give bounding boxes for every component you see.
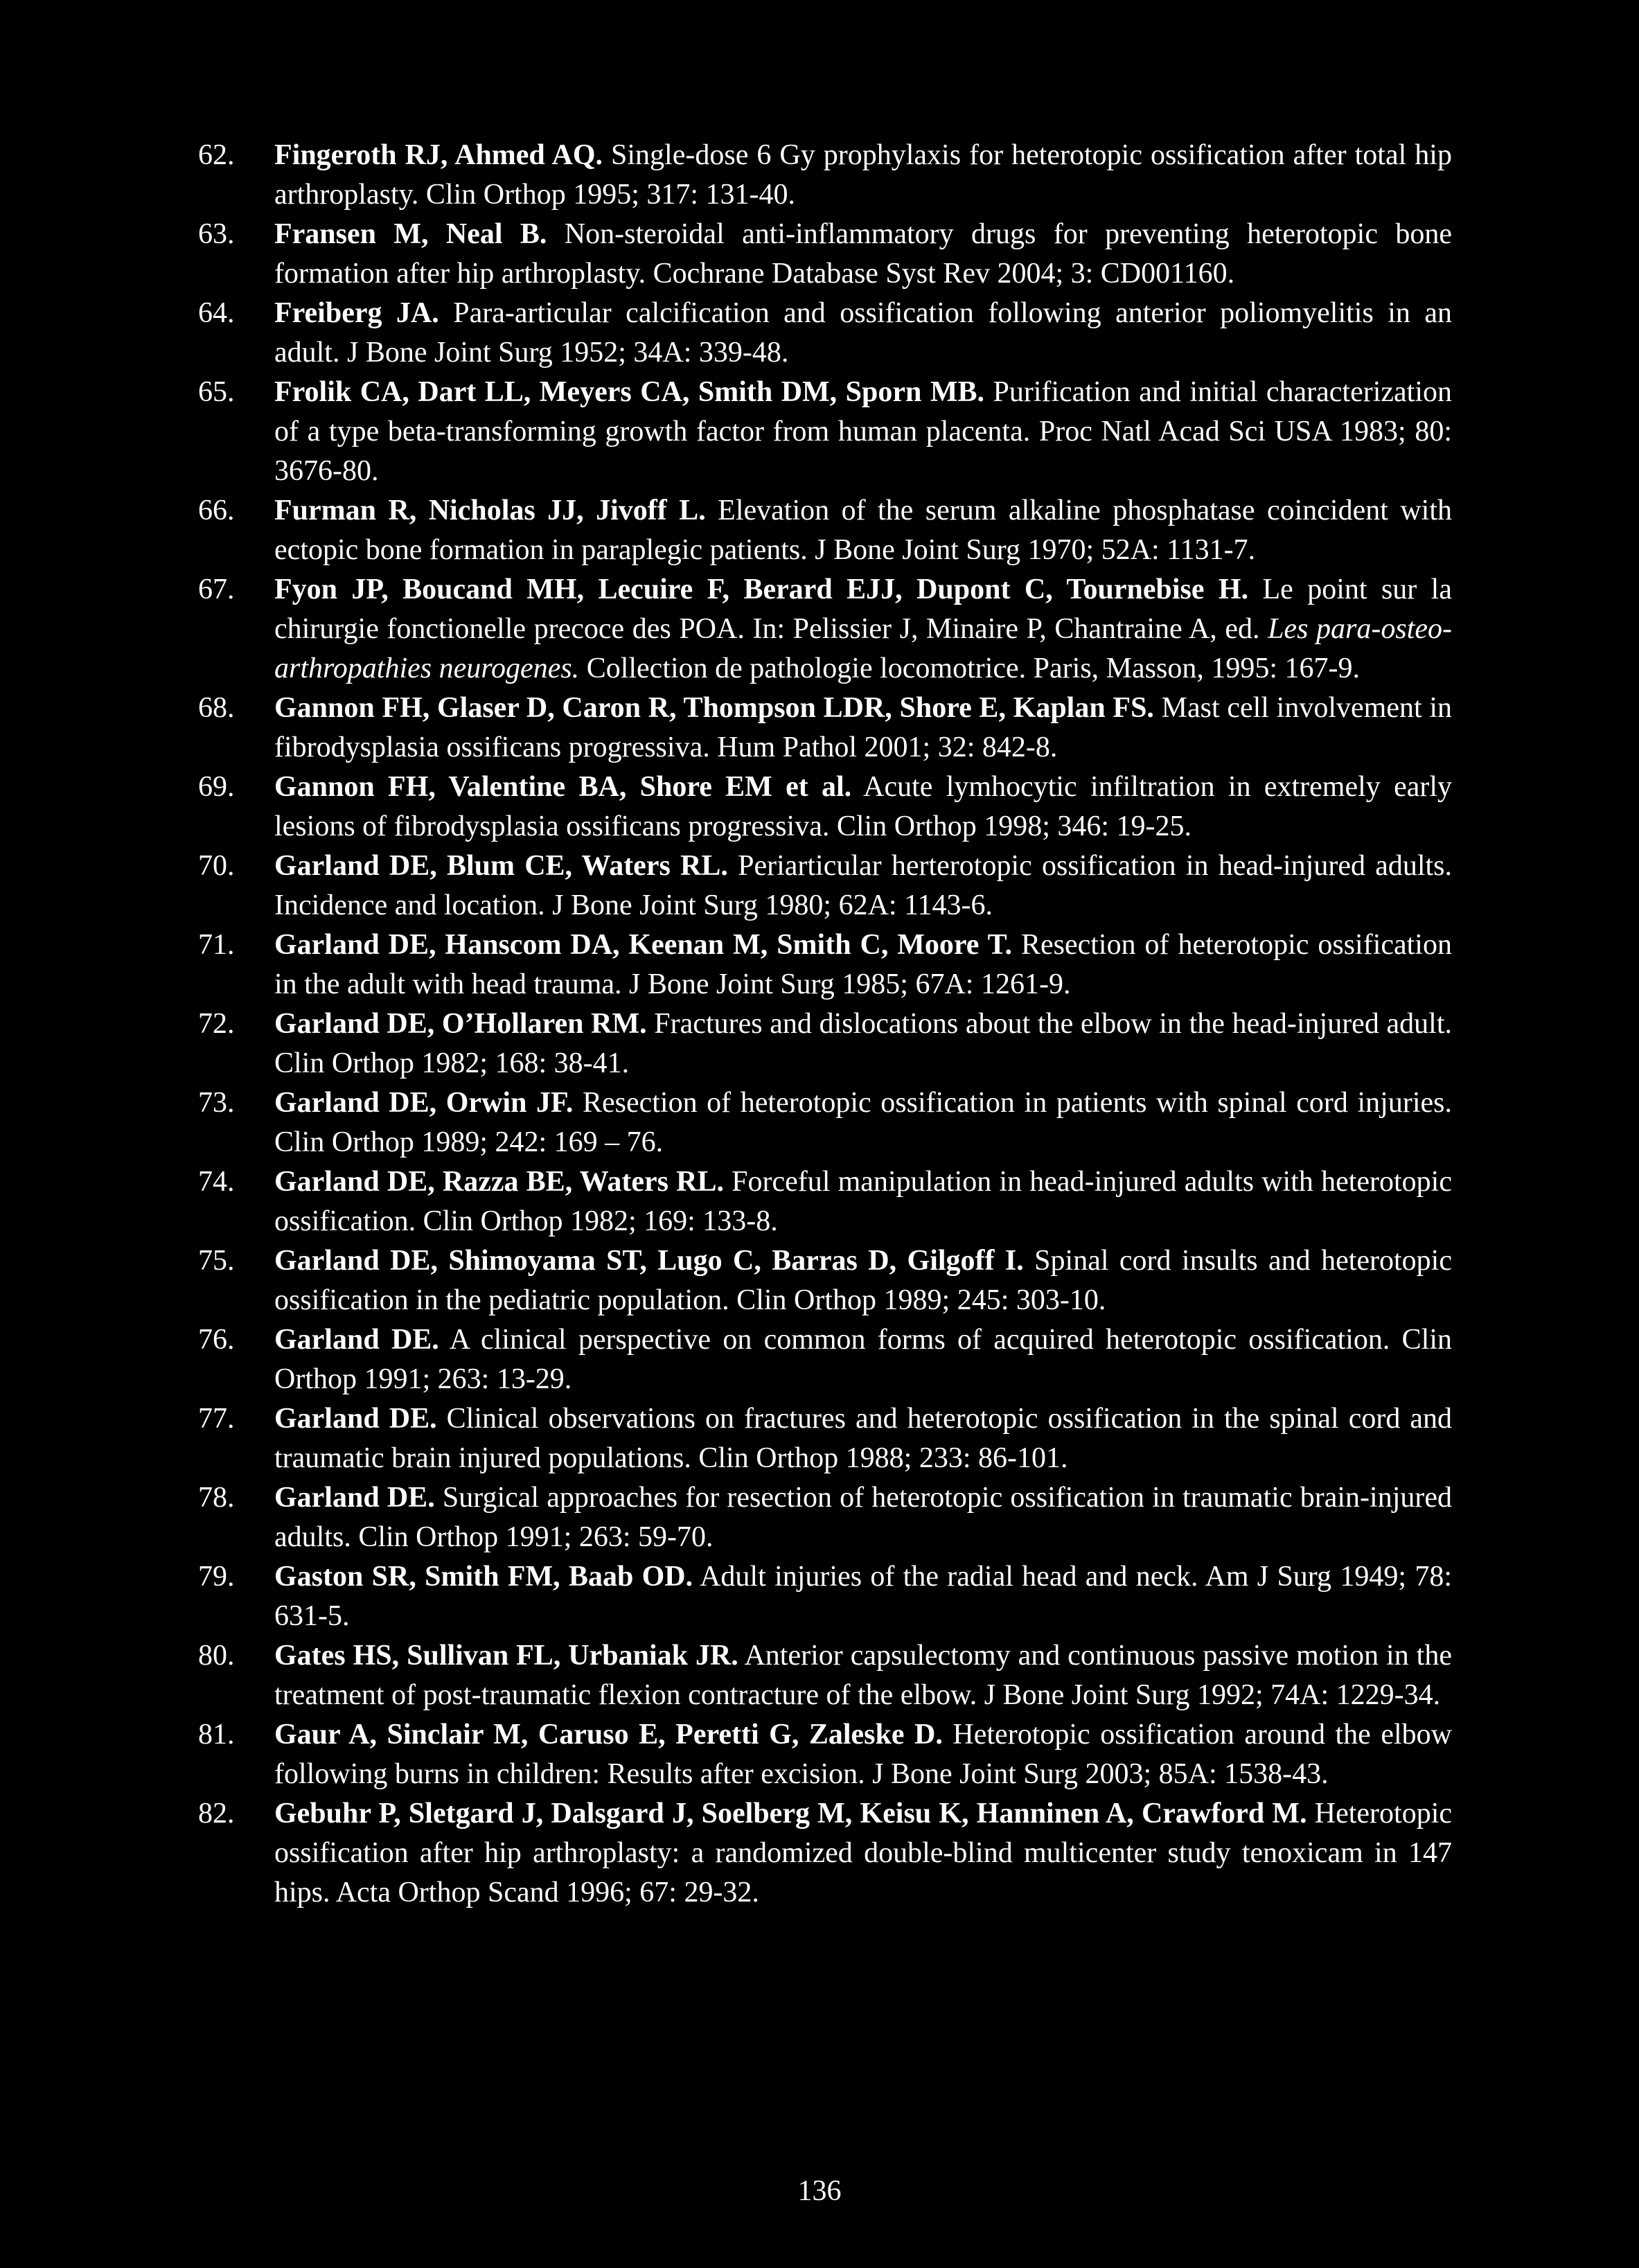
reference-authors: Garland DE, O’Hollaren RM. [274,1008,647,1040]
reference-text: Resection of heterotopic ossification in the adult with head trauma. J Bone Joint Surg 1985; 67A: 1261-9. [274,929,1452,1000]
reference-authors: Garland DE, Shimoyama ST, Lugo C, Barras D, Gilgoff I. [274,1245,1024,1277]
reference-authors: Gaur A, Sinclair M, Caruso E, Peretti G, Zaleske D. [274,1719,943,1751]
reference-number: 63. [198,218,235,250]
reference-number: 78. [198,1482,235,1514]
reference-authors: Garland DE. [274,1403,437,1435]
reference-number: 62. [198,139,235,171]
reference-78 [198,1478,1452,1557]
reference-number: 76. [198,1324,235,1356]
reference-67 [198,570,1452,689]
reference-list [198,136,1452,1913]
reference-number: 82. [198,1798,235,1830]
reference-64 [198,294,1452,373]
reference-number: 79. [198,1561,235,1593]
reference-text: Clinical observations on fractures and heterotopic ossification in the spinal cord and traumatic brain injured populations. Clin Orthop 1988; 233: 86-101. [274,1403,1453,1474]
reference-authors: Garland DE, Blum CE, Waters RL. [274,850,728,882]
reference-70 [198,847,1452,925]
reference-text: Heterotopic ossification after hip arthroplasty: a randomized double-blind multicenter study tenoxicam in 147 hips. Acta Orthop Scand 1996; 67: 29-32. [274,1798,1453,1908]
reference-71 [198,925,1452,1004]
reference-79 [198,1557,1452,1636]
reference-text: Anterior capsulectomy and continuous passive motion in the treatment of post-traumatic flexion contracture of the elbow. J Bone Joint Surg 1992; 74A: 1229-34. [274,1640,1452,1711]
reference-authors: Frolik CA, Dart LL, Meyers CA, Smith DM, Sporn MB. [274,376,984,408]
reference-authors: Gannon FH, Glaser D, Caron R, Thompson LDR, Shore E, Kaplan FS. [274,692,1154,724]
reference-authors: Garland DE. [274,1482,435,1514]
reference-number: 73. [198,1087,235,1119]
reference-text: Acute lymhocytic infiltration in extremely early lesions of fibrodysplasia ossificans progressiva. Clin Orthop 1998; 346: 19-25. [274,771,1453,842]
reference-number: 75. [198,1245,235,1277]
reference-75 [198,1241,1452,1320]
reference-book-title: Les para-osteo-arthropathies neurogenes. [274,613,1452,684]
reference-text: Single-dose 6 Gy prophylaxis for heterotopic ossification after total hip arthroplasty. Clin Orthop 1995; 317: 131-40. [274,139,1452,211]
reference-text: Forceful manipulation in head-injured adults with heterotopic ossification. Clin Orthop 1982; 169: 133-8. [274,1166,1452,1237]
reference-number: 80. [198,1640,235,1672]
reference-69 [198,768,1452,847]
reference-number: 68. [198,692,235,724]
reference-authors: Fingeroth RJ, Ahmed AQ. [274,139,603,171]
reference-63 [198,215,1452,294]
reference-number: 64. [198,297,235,329]
reference-text: Elevation of the serum alkaline phosphatase coincident with ectopic bone formation in paraplegic patients. J Bone Joint Surg 1970; 52A: 1131-7. [274,495,1453,566]
reference-number: 74. [198,1166,235,1198]
reference-number: 70. [198,850,235,882]
reference-number: 71. [198,929,235,961]
reference-number: 69. [198,771,235,803]
reference-authors: Gates HS, Sullivan FL, Urbaniak JR. [274,1640,738,1672]
reference-text: Adult injuries of the radial head and neck. Am J Surg 1949; 78: 631-5. [274,1561,1452,1632]
reference-73 [198,1083,1452,1162]
reference-text: Mast cell involvement in fibrodysplasia ossificans progressiva. Hum Pathol 2001; 32: 842-8. [274,692,1453,763]
reference-number: 72. [198,1008,235,1040]
reference-text: Spinal cord insults and heterotopic ossification in the pediatric population. Clin Orthop 1989; 245: 303-10. [274,1245,1452,1316]
reference-text: Periarticular herterotopic ossification in head-injured adults. Incidence and location. J Bone Joint Surg 1980; 62A: 1143-6. [274,850,1453,921]
reference-76 [198,1320,1452,1399]
reference-text: Heterotopic ossification around the elbow following burns in children: Results after excision. J Bone Joint Surg 2003; 85A: 1538-43. [274,1719,1452,1790]
reference-authors: Garland DE, Orwin JF. [274,1087,574,1119]
reference-text: Le point sur la chirurgie fonctionelle precoce des POA. In: Pelissier J, Minaire P, Chantraine A, ed. [274,574,1452,645]
reference-66 [198,491,1452,570]
reference-text: Surgical approaches for resection of heterotopic ossification in traumatic brain-injured adults. Clin Orthop 1991; 263: 59-70. [274,1482,1452,1553]
reference-text: A clinical perspective on common forms of acquired heterotopic ossification. Clin Orthop 1991; 263: 13-29. [274,1324,1453,1395]
page-number: 136 [797,2175,842,2207]
reference-authors: Fransen M, Neal B. [274,218,547,250]
reference-81 [198,1715,1452,1794]
reference-number: 67. [198,574,235,605]
reference-authors: Furman R, Nicholas JJ, Jivoff L. [274,495,706,526]
reference-text-after: Collection de pathologie locomotrice. Paris, Masson, 1995: 167-9. [579,653,1361,684]
reference-authors: Garland DE, Hanscom DA, Keenan M, Smith C, Moore T. [274,929,1013,961]
reference-74 [198,1162,1452,1241]
reference-text: Para-articular calcification and ossification following anterior poliomyelitis in an adult. J Bone Joint Surg 1952; 34A: 339-48. [274,297,1452,369]
reference-72 [198,1004,1452,1083]
reference-authors: Freiberg JA. [274,297,439,329]
reference-82 [198,1794,1452,1913]
reference-text: Non-steroidal anti-inflammatory drugs for preventing heterotopic bone formation after hip arthroplasty. Cochrane Database Syst Rev 2004; 3: CD001160. [274,218,1453,290]
reference-authors: Fyon JP, Boucand MH, Lecuire F, Berard EJJ, Dupont C, Tournebise H. [274,574,1249,605]
reference-number: 65. [198,376,235,408]
reference-77 [198,1399,1452,1478]
reference-text: Purification and initial characterization of a type beta-transforming growth factor from human placenta. Proc Natl Acad Sci USA 1983; 80: 3676-80. [274,376,1452,487]
reference-authors: Garland DE. [274,1324,439,1356]
reference-authors: Gaston SR, Smith FM, Baab OD. [274,1561,693,1593]
reference-authors: Gebuhr P, Sletgard J, Dalsgard J, Soelberg M, Keisu K, Hanninen A, Crawford M. [274,1798,1307,1830]
reference-text: Resection of heterotopic ossification in patients with spinal cord injuries. Clin Orthop 1989; 242: 169 – 76. [274,1087,1452,1158]
reference-65 [198,373,1452,491]
reference-number: 66. [198,495,235,526]
reference-authors: Gannon FH, Valentine BA, Shore EM et al. [274,771,852,803]
reference-number: 77. [198,1403,235,1435]
reference-80 [198,1636,1452,1715]
reference-text: Fractures and dislocations about the elbow in the head-injured adult. Clin Orthop 1982; 168: 38-41. [274,1008,1452,1079]
reference-authors: Garland DE, Razza BE, Waters RL. [274,1166,724,1198]
reference-number: 81. [198,1719,235,1751]
reference-62 [198,136,1452,215]
reference-68 [198,689,1452,768]
